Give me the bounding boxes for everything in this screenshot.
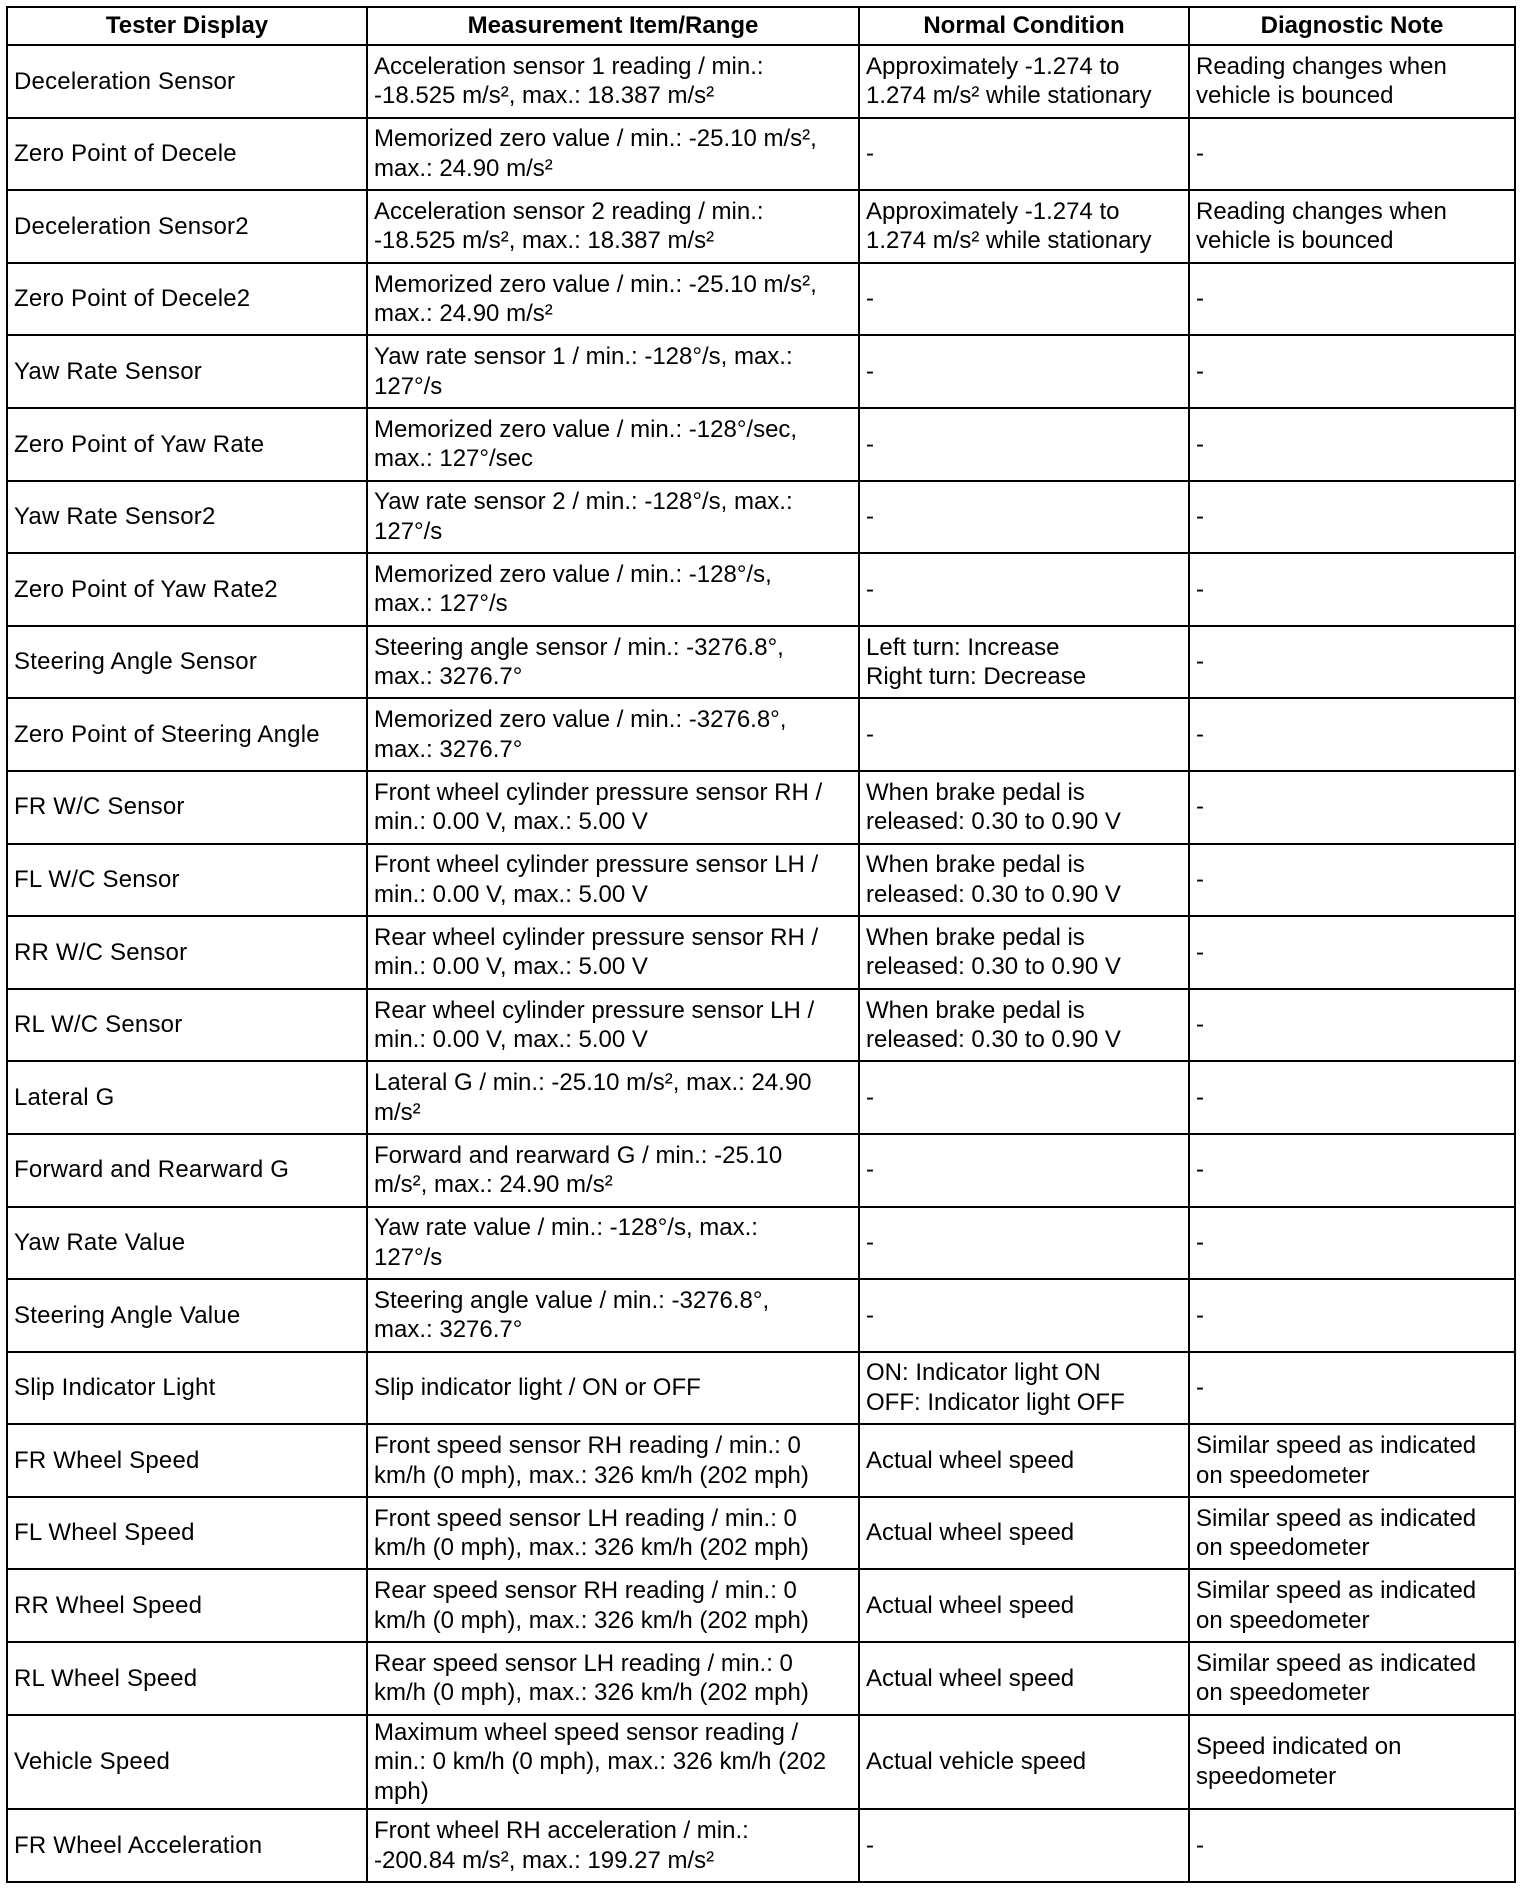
- table-row: [7, 335, 1515, 408]
- measurement-item-cell: Lateral G / min.: -25.10 m/s², max.: 24.90 m/s²: [367, 1061, 859, 1134]
- measurement-item-cell: Steering angle sensor / min.: -3276.8°, max.: 3276.7°: [367, 626, 859, 699]
- measurement-item-cell: Yaw rate value / min.: -128°/s, max.: 127°/s: [367, 1207, 859, 1280]
- measurement-item-cell: Memorized zero value / min.: -128°/sec, max.: 127°/sec: [367, 408, 859, 481]
- measurement-item-cell: Memorized zero value / min.: -25.10 m/s², max.: 24.90 m/s²: [367, 118, 859, 191]
- diagnostic-note-cell: -: [1189, 118, 1515, 191]
- table-row: [7, 698, 1515, 771]
- tester-display-cell: Forward and Rearward G: [7, 1134, 367, 1207]
- tester-display-cell: Zero Point of Yaw Rate2: [7, 553, 367, 626]
- normal-condition-cell: Actual wheel speed: [859, 1497, 1189, 1570]
- normal-condition-cell: -: [859, 1207, 1189, 1280]
- tester-display-cell: RL Wheel Speed: [7, 1642, 367, 1715]
- data-list-sheet: [6, 6, 1514, 1883]
- tester-display-cell: FR Wheel Speed: [7, 1424, 367, 1497]
- normal-condition-cell: -: [859, 698, 1189, 771]
- diagnostic-note-cell: -: [1189, 1352, 1515, 1425]
- diagnostic-note-cell: -: [1189, 626, 1515, 699]
- diagnostic-note-cell: -: [1189, 481, 1515, 554]
- measurement-item-cell: Front speed sensor RH reading / min.: 0 km/h (0 mph), max.: 326 km/h (202 mph): [367, 1424, 859, 1497]
- tester-display-cell: Lateral G: [7, 1061, 367, 1134]
- tester-display-cell: Deceleration Sensor2: [7, 190, 367, 263]
- table-row: [7, 481, 1515, 554]
- table-row: [7, 1207, 1515, 1280]
- tester-display-cell: RR W/C Sensor: [7, 916, 367, 989]
- header-row: [7, 7, 1515, 45]
- tester-display-cell: Zero Point of Decele2: [7, 263, 367, 336]
- tester-display-cell: RL W/C Sensor: [7, 989, 367, 1062]
- measurement-item-cell: Forward and rearward G / min.: -25.10 m/s², max.: 24.90 m/s²: [367, 1134, 859, 1207]
- measurement-item-cell: Yaw rate sensor 1 / min.: -128°/s, max.: 127°/s: [367, 335, 859, 408]
- diagnostic-note-cell: -: [1189, 1134, 1515, 1207]
- normal-condition-cell: When brake pedal is released: 0.30 to 0.90 V: [859, 844, 1189, 917]
- diagnostic-note-cell: -: [1189, 844, 1515, 917]
- diagnostic-note-cell: Similar speed as indicated on speedometer: [1189, 1569, 1515, 1642]
- header-normal-condition: Normal Condition: [859, 7, 1189, 45]
- normal-condition-cell: -: [859, 408, 1189, 481]
- diagnostic-note-cell: Reading changes when vehicle is bounced: [1189, 45, 1515, 118]
- table-row: [7, 118, 1515, 191]
- measurement-item-cell: Acceleration sensor 1 reading / min.: -18.525 m/s², max.: 18.387 m/s²: [367, 45, 859, 118]
- normal-condition-cell: Left turn: Increase Right turn: Decrease: [859, 626, 1189, 699]
- tester-display-cell: Zero Point of Steering Angle: [7, 698, 367, 771]
- header-tester-display: Tester Display: [7, 7, 367, 45]
- diagnostic-note-cell: -: [1189, 1809, 1515, 1882]
- table-row: [7, 1642, 1515, 1715]
- tester-display-cell: Yaw Rate Value: [7, 1207, 367, 1280]
- measurement-item-cell: Yaw rate sensor 2 / min.: -128°/s, max.: 127°/s: [367, 481, 859, 554]
- diagnostic-note-cell: Similar speed as indicated on speedometer: [1189, 1642, 1515, 1715]
- tester-display-cell: Steering Angle Value: [7, 1279, 367, 1352]
- tester-display-cell: FR Wheel Acceleration: [7, 1809, 367, 1882]
- table-row: [7, 1134, 1515, 1207]
- diagnostic-note-cell: Similar speed as indicated on speedometer: [1189, 1424, 1515, 1497]
- diagnostic-note-cell: -: [1189, 989, 1515, 1062]
- diagnostic-note-cell: Similar speed as indicated on speedometer: [1189, 1497, 1515, 1570]
- normal-condition-cell: -: [859, 263, 1189, 336]
- diagnostic-note-cell: -: [1189, 408, 1515, 481]
- measurement-item-cell: Rear speed sensor LH reading / min.: 0 km/h (0 mph), max.: 326 km/h (202 mph): [367, 1642, 859, 1715]
- tester-display-cell: FL Wheel Speed: [7, 1497, 367, 1570]
- diagnostic-note-cell: Reading changes when vehicle is bounced: [1189, 190, 1515, 263]
- normal-condition-cell: Approximately -1.274 to 1.274 m/s² while stationary: [859, 190, 1189, 263]
- measurement-item-cell: Rear wheel cylinder pressure sensor LH / min.: 0.00 V, max.: 5.00 V: [367, 989, 859, 1062]
- table-row: [7, 1279, 1515, 1352]
- table-body: [7, 45, 1515, 1882]
- normal-condition-cell: -: [859, 335, 1189, 408]
- normal-condition-cell: ON: Indicator light ON OFF: Indicator light OFF: [859, 1352, 1189, 1425]
- tester-display-cell: FL W/C Sensor: [7, 844, 367, 917]
- table-row: [7, 263, 1515, 336]
- table-row: [7, 190, 1515, 263]
- tester-display-cell: Vehicle Speed: [7, 1715, 367, 1810]
- table-row: [7, 553, 1515, 626]
- normal-condition-cell: Actual vehicle speed: [859, 1715, 1189, 1810]
- table-row: [7, 1061, 1515, 1134]
- table-row: [7, 989, 1515, 1062]
- measurement-item-cell: Memorized zero value / min.: -25.10 m/s², max.: 24.90 m/s²: [367, 263, 859, 336]
- tester-display-cell: Deceleration Sensor: [7, 45, 367, 118]
- normal-condition-cell: -: [859, 1134, 1189, 1207]
- measurement-item-cell: Front wheel cylinder pressure sensor LH / min.: 0.00 V, max.: 5.00 V: [367, 844, 859, 917]
- table-row: [7, 1715, 1515, 1810]
- table-row: [7, 45, 1515, 118]
- normal-condition-cell: When brake pedal is released: 0.30 to 0.90 V: [859, 916, 1189, 989]
- measurement-item-cell: Memorized zero value / min.: -128°/s, max.: 127°/s: [367, 553, 859, 626]
- tester-display-cell: Zero Point of Yaw Rate: [7, 408, 367, 481]
- table-row: [7, 408, 1515, 481]
- tester-display-cell: RR Wheel Speed: [7, 1569, 367, 1642]
- table-row: [7, 844, 1515, 917]
- diagnostic-note-cell: -: [1189, 1061, 1515, 1134]
- normal-condition-cell: -: [859, 481, 1189, 554]
- diagnostic-note-cell: Speed indicated on speedometer: [1189, 1715, 1515, 1810]
- measurement-item-cell: Front wheel RH acceleration / min.: -200.84 m/s², max.: 199.27 m/s²: [367, 1809, 859, 1882]
- diagnostic-note-cell: -: [1189, 335, 1515, 408]
- table-row: [7, 771, 1515, 844]
- measurement-item-cell: Front wheel cylinder pressure sensor RH / min.: 0.00 V, max.: 5.00 V: [367, 771, 859, 844]
- diagnostic-note-cell: -: [1189, 698, 1515, 771]
- measurement-item-cell: Front speed sensor LH reading / min.: 0 km/h (0 mph), max.: 326 km/h (202 mph): [367, 1497, 859, 1570]
- measurement-item-cell: Memorized zero value / min.: -3276.8°, max.: 3276.7°: [367, 698, 859, 771]
- table-row: [7, 1497, 1515, 1570]
- table-row: [7, 916, 1515, 989]
- tester-display-cell: Zero Point of Decele: [7, 118, 367, 191]
- diagnostic-note-cell: -: [1189, 916, 1515, 989]
- table-row: [7, 1424, 1515, 1497]
- normal-condition-cell: Approximately -1.274 to 1.274 m/s² while stationary: [859, 45, 1189, 118]
- tester-display-cell: Yaw Rate Sensor2: [7, 481, 367, 554]
- measurement-item-cell: Maximum wheel speed sensor reading / min.: 0 km/h (0 mph), max.: 326 km/h (202 mph): [367, 1715, 859, 1810]
- header-measurement-item: Measurement Item/Range: [367, 7, 859, 45]
- table-row: [7, 626, 1515, 699]
- normal-condition-cell: -: [859, 553, 1189, 626]
- table-row: [7, 1809, 1515, 1882]
- diagnostic-note-cell: -: [1189, 771, 1515, 844]
- normal-condition-cell: -: [859, 1809, 1189, 1882]
- measurement-item-cell: Slip indicator light / ON or OFF: [367, 1352, 859, 1425]
- diagnostic-note-cell: -: [1189, 263, 1515, 336]
- measurement-item-cell: Acceleration sensor 2 reading / min.: -18.525 m/s², max.: 18.387 m/s²: [367, 190, 859, 263]
- tester-display-cell: Steering Angle Sensor: [7, 626, 367, 699]
- table-row: [7, 1352, 1515, 1425]
- diagnostic-note-cell: -: [1189, 1207, 1515, 1280]
- tester-display-cell: FR W/C Sensor: [7, 771, 367, 844]
- normal-condition-cell: When brake pedal is released: 0.30 to 0.90 V: [859, 989, 1189, 1062]
- diagnostic-note-cell: -: [1189, 553, 1515, 626]
- header-diagnostic-note: Diagnostic Note: [1189, 7, 1515, 45]
- tester-display-cell: Slip Indicator Light: [7, 1352, 367, 1425]
- normal-condition-cell: -: [859, 1279, 1189, 1352]
- normal-condition-cell: -: [859, 118, 1189, 191]
- measurement-item-cell: Rear wheel cylinder pressure sensor RH / min.: 0.00 V, max.: 5.00 V: [367, 916, 859, 989]
- tester-display-cell: Yaw Rate Sensor: [7, 335, 367, 408]
- data-list-table: [6, 6, 1516, 1883]
- measurement-item-cell: Steering angle value / min.: -3276.8°, max.: 3276.7°: [367, 1279, 859, 1352]
- normal-condition-cell: Actual wheel speed: [859, 1424, 1189, 1497]
- diagnostic-note-cell: -: [1189, 1279, 1515, 1352]
- measurement-item-cell: Rear speed sensor RH reading / min.: 0 km/h (0 mph), max.: 326 km/h (202 mph): [367, 1569, 859, 1642]
- normal-condition-cell: Actual wheel speed: [859, 1642, 1189, 1715]
- table-row: [7, 1569, 1515, 1642]
- normal-condition-cell: Actual wheel speed: [859, 1569, 1189, 1642]
- normal-condition-cell: When brake pedal is released: 0.30 to 0.90 V: [859, 771, 1189, 844]
- normal-condition-cell: -: [859, 1061, 1189, 1134]
